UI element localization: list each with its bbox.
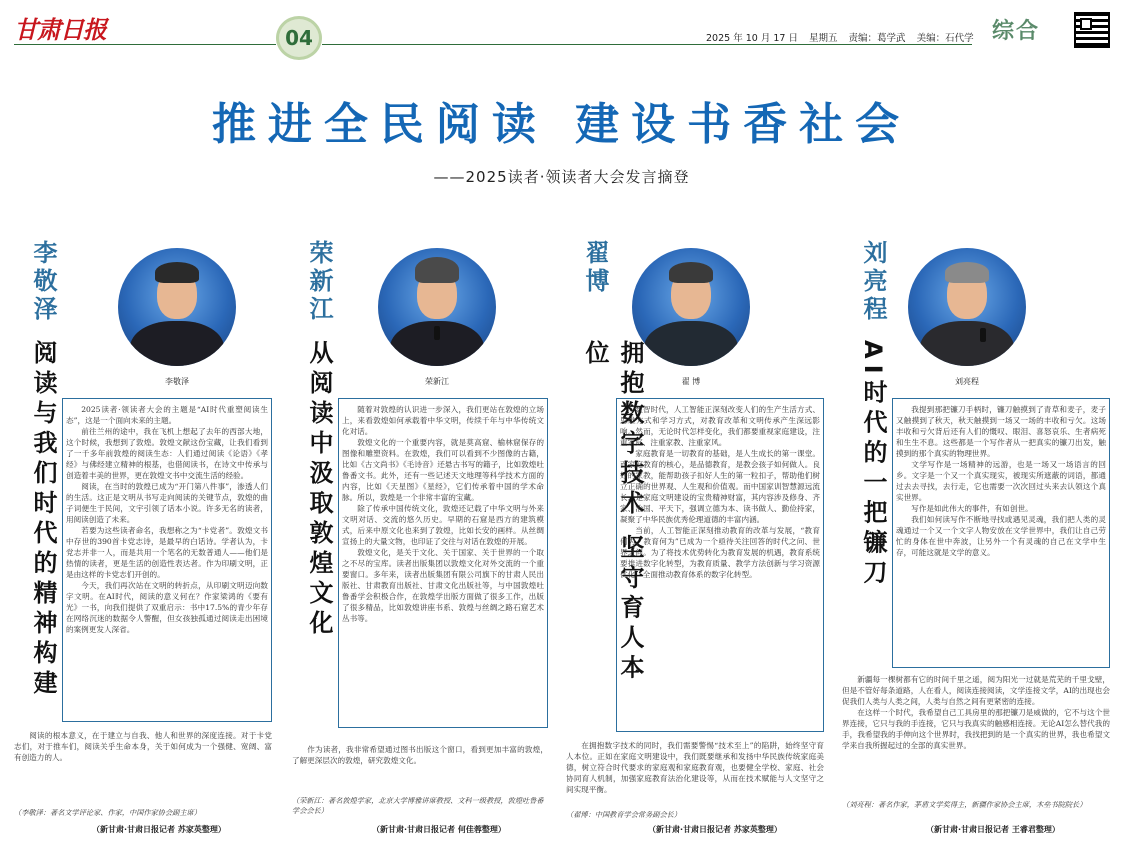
speaker-bio: （翟博：中国教育学会常务副会长） — [566, 810, 682, 819]
editor-credit: 责编：葛学武 — [848, 33, 906, 44]
speaker-photo — [118, 248, 236, 366]
qr-code-icon[interactable] — [1074, 12, 1110, 48]
speaker-photo — [632, 248, 750, 366]
photo-caption: 刘亮程 — [955, 377, 979, 386]
section-label: 综合 — [992, 19, 1041, 44]
paragraph: 当前，人工智能正深刻推动教育的改革与发展，“教育何为、教育何为”已成为一个亟待关注回答的时代之问、世界之问。为了将技术优势转化为教育发展的机遇，教育系统要推进数字化转型，为教育质量、教学方法创新与学习资源优化，全面推动教育体系的数字化转型。 — [620, 526, 820, 579]
article-body — [620, 404, 820, 732]
speaker-headline: 从阅读中汲取敦煌文化 — [305, 340, 333, 640]
paragraph: 数智时代，人工智能正深刻改变人们的生产生活方式、思维方式和学习方式，对教育改革和文明传承产生深远影响。然而，无论时代怎样变化，我们都要重视家庭建设，注重家庭、注重家教、注重家风。 — [620, 405, 820, 447]
speaker-headline: 拥抱数字技术 坚守育人本位 — [581, 340, 644, 685]
article-body-bottom — [14, 730, 272, 774]
paragraph: 写作是如此伟大的事件，有如创世。 — [911, 504, 1033, 513]
reporter-credit: （新甘肃·甘肃日报记者 何佳蓉整理） — [372, 825, 506, 834]
paragraph: 在拥抱数字技术的同时，我们需要警惕“技术至上”的陷阱，始终坚守育人本位。正如在家庭文明建设中，我们既要继承和发扬中华民族传统家庭美德，树立符合时代要求的家庭观和家庭教育观，也要健全学校、家庭、社会协同育人机制，加强家庭教育法治化建设等，从而在技术赋能与人文坚守之间实现平衡。 — [566, 741, 824, 794]
photo-caption: 翟 博 — [681, 377, 701, 386]
reporter-credit: （新甘肃·甘肃日报记者 王睿君整理） — [926, 825, 1060, 834]
issue-weekday: 星期五 — [808, 33, 838, 44]
speaker-bio: （李敬泽：著名文学评论家、作家，中国作家协会副主席） — [14, 808, 201, 817]
paragraph: 我提到那把镰刀手柄时，镰刀触摸到了青草和麦子，麦子又触摸到了秋天，秋天触摸到一场又一场的丰收和亏欠。这场丰收和亏欠背后还有人们的慨叹、眼泪、喜怒哀乐、生者病死和生生不息。这些都是一个写作者从一把真实的镰刀出发，触摸到的那个真实的物理世界。 — [896, 405, 1106, 458]
paragraph: 家庭教育是一切教育的基础，是人生成长的第一课堂。而家庭教育的核心，是品德教育，是教会孩子如何做人。良好的家教，能帮助孩子扣好人生的第一粒扣子，帮助他们树立正确的世界观、人生观和价值观。而中国家训智慧源远流长，是家庭文明建设的宝贵精神财富，其内容涉及修身、齐家、治国、平天下，强调立德为本、读书做人、勤俭持家，凝聚了中华民族优秀伦理道德的丰富内涵。 — [620, 449, 820, 524]
speaker-photo — [908, 248, 1026, 366]
article-body-bottom — [292, 744, 548, 788]
page-number-badge: 04 — [276, 16, 322, 60]
speaker-name: 刘亮程 — [859, 240, 888, 324]
speaker-name: 荣新江 — [305, 240, 334, 324]
paragraph: 阅读的根本意义，在于建立与自我、他人和世界的深度连接。对于卡党志们，对于推车们，阅读关乎生命本身，关于如何成为一个强健、宽阔、富有创造力的人。 — [14, 731, 272, 762]
paragraph: 阅读，在当时的敦煌已成为“开门第八件事”，渗透人们的生活。这正是文明从书写走向阅读的关键节点，敦煌的曲子词便生于民间，文宇引领了话本小说。许多无名的读者，用阅读创造了未来。 — [66, 482, 268, 524]
paragraph: 敦煌文化的一个重要内容，就是莫高窟、榆林窟保存的图像和雕塑资料。在敦煌，我们可以看到不少图像的古籍，比如《古文尚书》《毛诗音》还悬古书写的籍子，比如敦煌吐鲁番文书。此外，还有一些记述天文地理等科学技术方面的内容，比如《天星图》《星经》，它们传承着中国的学术命脉。所以，敦煌是一个非常丰富的宝藏。 — [342, 438, 544, 502]
paragraph: 今天，我们再次站在文明的转折点，从印刷文明迈向数字文明。在AI时代，阅读的意义何在？作家梁鸿的《要有光》一书，向我们提供了双重启示：书中17.5%的青少年存在网络沉迷的数据令人警醒，但女孩独孤通过阅读走出困境的案例更发人深省。 — [66, 581, 268, 634]
article-body — [896, 404, 1106, 668]
paragraph: 随着对敦煌的认识进一步深入，我们更站在敦煌的立场上，来看敦煌如何承载着中华文明，传续千年与中华传统文化对话。 — [342, 405, 544, 436]
header-rule — [322, 44, 972, 45]
speaker-photo — [378, 248, 496, 366]
paragraph: 前往兰州的途中，我在飞机上想起了去年的西部大地，这个时候，我想到了敦煌。敦煌文献这份宝藏，让我们看到了一千多年前敦煌的阅读生态：人们通过阅读《论语》《孝经》与佛经建立精神的根基，也借阅读书，在诗文中传承与创造着丰美的世界，更在敦煌文书中交流生活的经验。 — [66, 427, 268, 480]
speaker-name: 李敬泽 — [29, 240, 58, 324]
paragraph: 我们如何读写作不断地寻找或遇见灵魂，我们把人类的灵魂通过一个又一个文字人物安放在文学世界中，我们让自己劳忙的身体在世中奔波，让另外一个有灵魂的自己在文学中生存，可能这就是文学的意义。 — [896, 515, 1106, 557]
speaker-headline: AI时代的一把镰刀 — [859, 340, 887, 590]
paragraph: 新疆每一棵树都有它的时间千里之遥，阅为阳光一过就是荒芜的千里戈壁，但是不管好每条道路，人在看人，阅读连接阅读，文学连接文学，AI的出现也会促我们人类与人类之间，人类与自然之间有更紧密的连接。 — [842, 675, 1110, 706]
reporter-credit: （新甘肃·甘肃日报记者 苏家英整理） — [648, 825, 782, 834]
paragraph: 敦煌文化，是关于文化、关于国家、关于世界的一个取之不尽的宝库。读者出版集团以敦煌文化对外交流的一个重要窗口。多年来，读者出版集团有限公司旗下的甘肃人民出版社、甘肃教育出版社、甘肃文化出版社等，与中国敦煌吐鲁番学会积极合作，在敦煌学出版方面做了很多工作，出版了很多精品，比如敦煌讲座书系、敦煌与丝绸之路石窟艺术丛书等。 — [342, 548, 544, 623]
dateline — [706, 30, 982, 44]
newspaper-logo: 甘肃日报 — [14, 15, 106, 44]
article-body — [342, 404, 544, 728]
article-body-bottom — [566, 740, 824, 800]
speaker-bio: （荣新江：著名敦煌学家，北京大学博雅讲席教授、文科一级教授，敦煌吐鲁番学会会长） — [292, 796, 544, 815]
page-subtitle: ——2025读者·领读者大会发言摘登 — [433, 168, 690, 186]
paragraph: 文学写作是一场精神的远游，也是一场又一场语言的回乡。文字是一个又一个真实现实，被现实所遮蔽的词语，都通过去去寻找，去行走，它也需要一次次回过头来去认领这个真实世界。 — [896, 460, 1106, 502]
issue-date: 2025 年 10 月 17 日 — [706, 33, 798, 44]
reporter-credit: （新甘肃·甘肃日报记者 苏家英整理） — [92, 825, 226, 834]
photo-caption: 荣新江 — [425, 377, 449, 386]
page-title: 推进全民阅读 建设书香社会 — [211, 99, 912, 150]
article-body — [66, 404, 268, 722]
paragraph: 作为读者，我非常希望通过图书出版这个窗口，看到更加丰富的敦煌，了解更深层次的敦煌，研究敦煌文化。 — [292, 745, 548, 765]
speaker-name: 翟博 — [581, 240, 610, 296]
speaker-headline: 阅读与我们时代的精神构建 — [29, 340, 57, 700]
photo-caption: 李敬泽 — [165, 377, 189, 386]
paragraph: 在这样一个时代，我希望自己工具房里的那把镰刀是威做的，它不与这个世界连接，它只与我的手连接，它只与我真实的触感相连接。无论AI怎么替代我的手，我希望我的手伸向这个世界时，我找把到的是一个真实的世界，我也希望文学来自我所握起过的全部的真实世界。 — [842, 708, 1110, 750]
article-body-bottom — [842, 674, 1110, 806]
speaker-bio: （刘亮程：著名作家，茅盾文学奖得主，新疆作家协会主席，木垒书院院长） — [842, 800, 1087, 809]
paragraph: 若要为这些读者命名，我想称之为“卡党者”。敦煌文书中存世的390首卡党志诗，是最早的白话诗。学者认为，卡党志并非一人，而是共用一个笔名的无数普通人——他们是热情的读者，更是生活的创造性表达者。作为印刷文明，正是由这样的卡党志们开创的。 — [66, 526, 268, 579]
designer-credit: 美编：石代学 — [916, 33, 974, 44]
paragraph: 除了传承中国传统文化，敦煌还记载了中华文明与外来文明对话、交流的悠久历史。早期的石窟是西方的建筑模式，后来中原文化也来到了敦煌，比如长安的画样。从丝绸宣扬上的大量文物，也印证了交往与对话在敦煌的开展。 — [342, 504, 544, 546]
header-rule-left — [14, 44, 276, 45]
paragraph: 2025读者·领读者大会的主题是“AI时代重塑阅读生态”，这是一个面向未来的主题。 — [66, 405, 268, 425]
